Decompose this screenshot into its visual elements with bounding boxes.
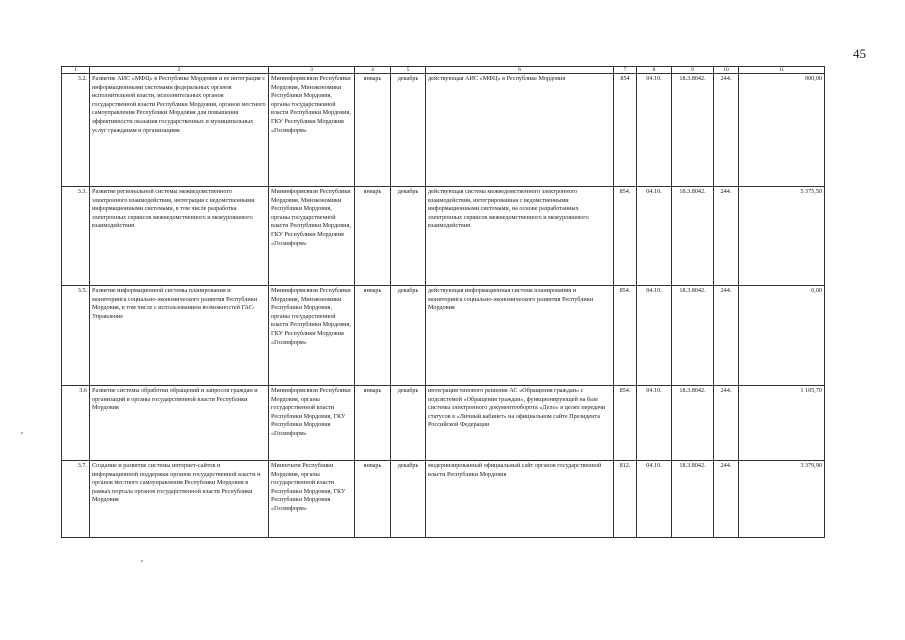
column-number: 2 (90, 67, 269, 74)
grbs-code: 854. (614, 286, 637, 386)
table-row (62, 461, 825, 538)
executor: Мининформсвязи Республики Мордовия, Минэкономики Республики Мордовия, органы государственной власти Республики Мордовия, ГКУ Республики Мордовия «Госинформ» (269, 187, 355, 286)
start-month: январь (355, 461, 391, 538)
table-row (62, 187, 825, 286)
csr-code: 18.3.8042. (672, 286, 714, 386)
executor: Мининформсвязи Республики Мордовия, органы государственной власти Республики Мордовия, ГКУ Республики Мордовия «Госинформ» (269, 386, 355, 461)
start-month: январь (355, 386, 391, 461)
funding-amount: 0,00 (739, 286, 825, 386)
vr-code: 244. (714, 386, 739, 461)
grbs-code: 854 (614, 74, 637, 187)
expected-result: действующая АИС «МФЦ» в Республике Мордовия (426, 74, 614, 187)
end-month: декабрь (391, 187, 426, 286)
item-number: 3.7. (62, 461, 90, 538)
item-number: 3.2. (62, 74, 90, 187)
vr-code: 244. (714, 187, 739, 286)
rzpr-code: 04.10. (637, 461, 672, 538)
grbs-code: 812. (614, 461, 637, 538)
expected-result: интеграция типового решения АС «Обращения граждан» с подсистемой «Обращения граждан», функционирующей на базе системы электронного документооборота «Дело» в целях передачи статусов в «Личный кабинет» на официальном сайте Президента Российской Федерации (426, 386, 614, 461)
column-number: 3 (269, 67, 355, 74)
table-row (62, 74, 825, 187)
funding-amount: 900,00 (739, 74, 825, 187)
column-numbers-row (62, 67, 825, 74)
csr-code: 18.3.8042. (672, 461, 714, 538)
column-number: 4 (355, 67, 391, 74)
executor: Мининформсвязи Республики Мордовия, Минэкономики Республики Мордовия, органы государственной власти Республики Мордовия, ГКУ Республики Мордовия «Госинформ» (269, 286, 355, 386)
column-number: 11 (739, 67, 825, 74)
grbs-code: 854. (614, 386, 637, 461)
scan-speck (141, 560, 143, 562)
vr-code: 244. (714, 286, 739, 386)
end-month: декабрь (391, 286, 426, 386)
vr-code: 244. (714, 461, 739, 538)
item-number: 3.5. (62, 286, 90, 386)
funding-amount: 5 375,50 (739, 187, 825, 286)
column-number: 1 (62, 67, 90, 74)
expected-result: действующая информационная система планирования и мониторинга социально-экономического развития Республики Мордовия (426, 286, 614, 386)
start-month: январь (355, 74, 391, 187)
column-number: 6 (426, 67, 614, 74)
expected-result: действующая система межведомственного электронного взаимодействия, интегрированная с ведомственными информационными системами, на основе разработанных электронных сервисов межведомственного и межуровневого взаимодействия (426, 187, 614, 286)
activity-name: Развитие информационной системы планирования и мониторинга социально-экономического развития Республики Мордовия, в том числе с использованием возможностей ГАС-Управление (90, 286, 269, 386)
activity-name: Развитие региональной системы межведомственного электронного взаимодействия, интеграция с ведомственными информационными системами, в том числе разработка электронных сервисов межведомственного и межуровневого взаимодействия (90, 187, 269, 286)
csr-code: 18.3.8042. (672, 386, 714, 461)
rzpr-code: 04.10. (637, 74, 672, 187)
column-number: 7 (614, 67, 637, 74)
page-number: 45 (853, 46, 866, 61)
executor: Мининформсвязи Республики Мордовия, Минэкономики Республики Мордовия, органы государственной власти Республики Мордовия, ГКУ Республики Мордовия «Госинформ» (269, 74, 355, 187)
funding-amount: 3 379,90 (739, 461, 825, 538)
start-month: январь (355, 187, 391, 286)
column-number: 5 (391, 67, 426, 74)
start-month: январь (355, 286, 391, 386)
end-month: декабрь (391, 386, 426, 461)
scan-speck (21, 432, 23, 434)
item-number: 3.6 (62, 386, 90, 461)
activity-name: Развитие АИС «МФЦ» в Республике Мордовия и ее интеграция с информационными системами федеральных органов исполнительной власти, исполнительных органов государственной власти Республики Мордовия, органов местного самоуправления Республики Мордовия для повышения эффективности оказания государственных и муниципальных услуг гражданам и организациям (90, 74, 269, 187)
column-number: 8 (637, 67, 672, 74)
csr-code: 18.3.8042. (672, 187, 714, 286)
rzpr-code: 04.10. (637, 187, 672, 286)
end-month: декабрь (391, 74, 426, 187)
column-number: 10 (714, 67, 739, 74)
activity-name: Развитие системы обработки обращений и запросов граждан и организаций в органы государственной власти Республики Мордовия (90, 386, 269, 461)
program-activities-table (61, 66, 825, 538)
column-number: 9 (672, 67, 714, 74)
rzpr-code: 04.10. (637, 386, 672, 461)
csr-code: 18.3.8042. (672, 74, 714, 187)
funding-amount: 1 105,70 (739, 386, 825, 461)
activity-name: Создание и развитие системы интернет-сайтов и информационной поддержки органов государственной власти и органов местного самоуправления Республики Мордовия в рамках портала органов государственной власти Республики Мордовия (90, 461, 269, 538)
end-month: декабрь (391, 461, 426, 538)
executor: Минпечати Республики Мордовия, органы государственной власти Республики Мордовия, ГКУ Республики Мордовия «Госинформ» (269, 461, 355, 538)
item-number: 3.3. (62, 187, 90, 286)
vr-code: 244. (714, 74, 739, 187)
grbs-code: 854. (614, 187, 637, 286)
table-row (62, 386, 825, 461)
table-row (62, 286, 825, 386)
expected-result: модернизированный официальный сайт органов государственной власти Республики Мордовия (426, 461, 614, 538)
rzpr-code: 04.10. (637, 286, 672, 386)
